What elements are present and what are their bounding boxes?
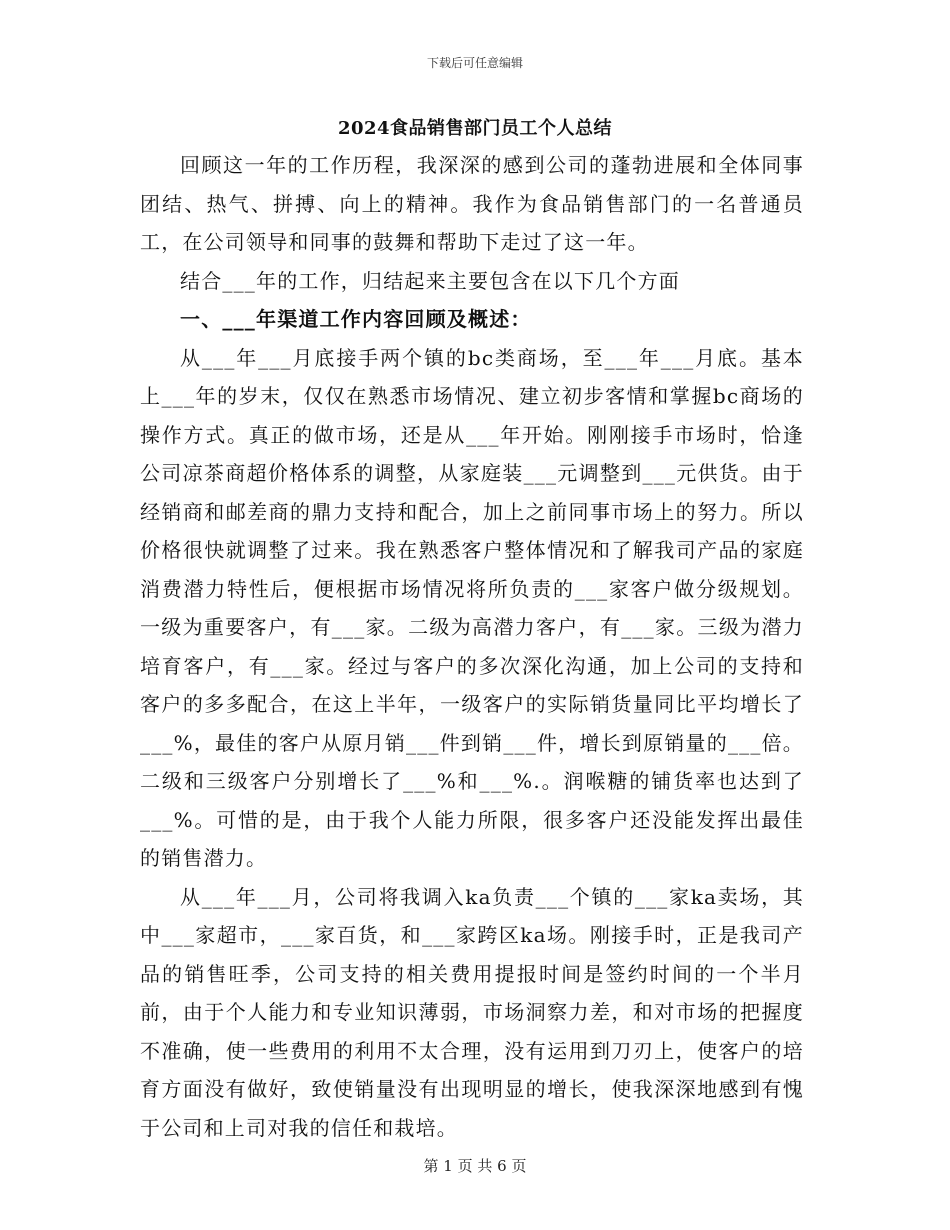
section-heading-1: 一、___年渠道工作内容回顾及概述： — [180, 307, 532, 331]
document-body — [140, 146, 804, 1147]
page-number: 第 1 页 共 6 页 — [423, 1157, 527, 1175]
paragraph-intro: 回顾这一年的工作历程，我深深的感到公司的蓬勃进展和全体同事团结、热气、拼搏、向上的精神。我作为食品销售部门的一名普通员工，在公司领导和同事的鼓舞和帮助下走过了这一年。 — [140, 153, 804, 254]
paragraph-summary-lead: 结合___年的工作，归结起来主要包含在以下几个方面 — [180, 268, 680, 293]
header-note: 下载后可任意编辑 — [426, 56, 523, 70]
paragraph-channel-work: 从___年___月底接手两个镇的bc类商场，至___年___月底。基本上___年的岁末，仅仅在熟悉市场情况、建立初步客情和掌握bc商场的操作方式。真正的做市场，还是从___年开始。刚刚接手市场时，恰逢公司凉茶商超价格体系的调整，从家庭装___元调整到___元供货。由于经销商和邮差商的鼎力支持和配合，加上之前同事市场上的努力。所以价格很快就调整了过来。我在熟悉客户整体情况和了解我司产品的家庭消费潜力特性后，便根据市场情况将所负责的___家客户做分级规划。一级为重要客户，有___家。二级为高潜力客户，有___家。三级为潜力培育客户，有___家。经过与客户的多次深化沟通，加上公司的支持和客户的多多配合，在这上半年，一级客户的实际销货量同比平均增长了___%，最佳的客户从原月销___件到销___件，增长到原销量的___倍。二级和三级客户分别增长了___%和___%.。润喉糖的铺货率也达到了___%。可惜的是，由于我个人能力所限，很多客户还没能发挥出最佳的销售潜力。 — [140, 345, 804, 870]
document-title: 2024食品销售部门员工个人总结 — [337, 118, 613, 139]
paragraph-ka-work: 从___年___月，公司将我调入ka负责___个镇的___家ka卖场，其中___家超市，___家百货，和___家跨区ka场。刚接手时，正是我司产品的销售旺季，公司支持的相关费用提报时间是签约时间的一个半月前，由于个人能力和专业知识薄弱，市场洞察力差，和对市场的把握度不准确，使一些费用的利用不太合理，没有运用到刀刃上，使客户的培育方面没有做好，致使销量没有出现明显的增长，使我深深地感到有愧于公司和上司对我的信任和栽培。 — [140, 884, 804, 1140]
